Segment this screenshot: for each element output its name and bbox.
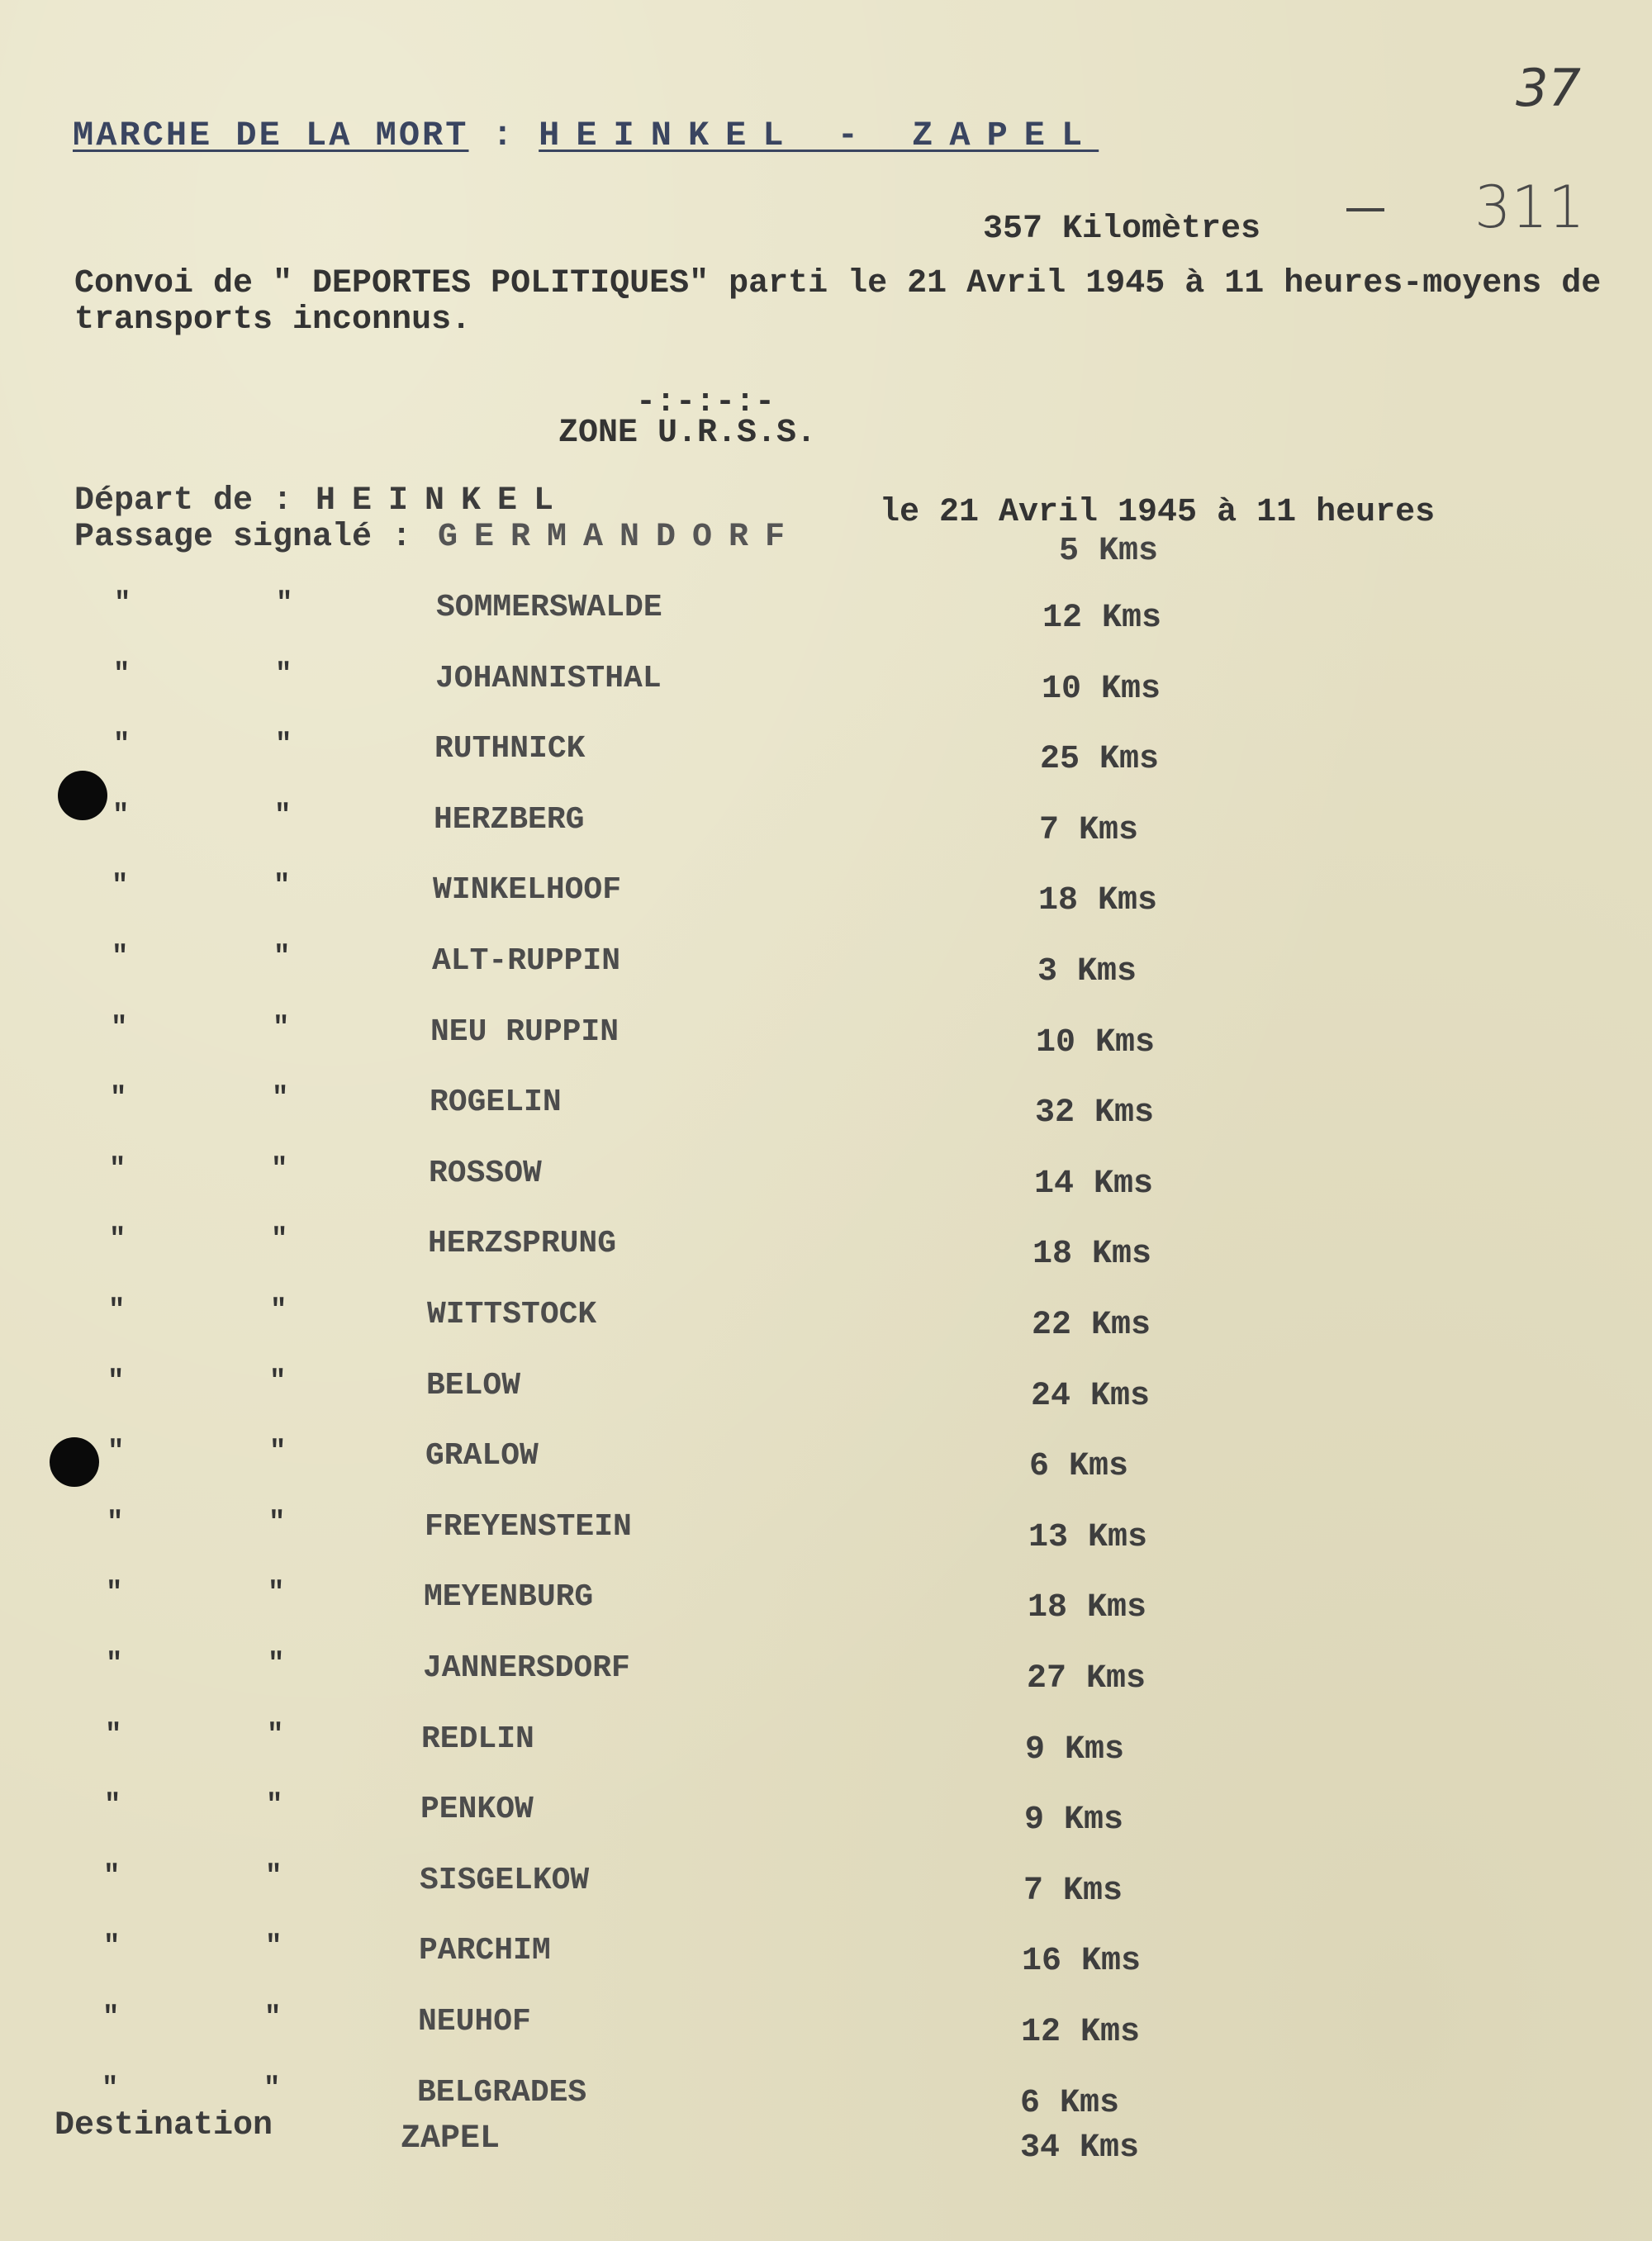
ditto-mark: " xyxy=(109,1154,126,1185)
separator: -:-:-:- xyxy=(636,384,776,421)
ditto-mark: " xyxy=(263,2073,281,2105)
ditto-mark: " xyxy=(271,1224,288,1256)
stamp-number: 311 xyxy=(1474,173,1585,241)
stage-place: WITTSTOCK xyxy=(427,1297,597,1332)
ditto-mark: " xyxy=(269,1436,287,1468)
ditto-mark: " xyxy=(272,1083,289,1114)
ditto-mark: " xyxy=(273,1013,290,1044)
stage-distance: 22 Kms xyxy=(1032,1307,1151,1344)
ditto-mark: " xyxy=(111,1013,128,1044)
ditto-mark: " xyxy=(106,1649,123,1680)
stage-distance: 12 Kms xyxy=(1021,2014,1141,2051)
stage-distance: 7 Kms xyxy=(1039,812,1139,849)
stage-distance: 18 Kms xyxy=(1028,1589,1147,1626)
title-prefix: MARCHE DE LA MORT xyxy=(73,116,469,155)
departure-label: Départ de : xyxy=(74,482,293,520)
zone-heading: ZONE U.R.S.S. xyxy=(558,415,817,452)
stage-distance: 7 Kms xyxy=(1023,1873,1123,1910)
ditto-mark: " xyxy=(268,1507,286,1539)
stage-place: JANNERSDORF xyxy=(423,1650,630,1686)
ditto-mark: " xyxy=(267,1720,284,1751)
stage-distance: 6 Kms xyxy=(1029,1448,1129,1485)
ditto-mark: " xyxy=(107,1366,125,1398)
departure-date: le 21 Avril 1945 à 11 heures xyxy=(880,494,1436,531)
stage-place: ROGELIN xyxy=(430,1085,562,1120)
ditto-mark: " xyxy=(104,1790,121,1821)
punch-hole-bottom xyxy=(50,1437,99,1487)
stage-place: SISGELKOW xyxy=(420,1863,590,1898)
stage-place: BELOW xyxy=(426,1368,521,1403)
stage-place: ALT-RUPPIN xyxy=(432,943,621,979)
ditto-mark: " xyxy=(112,871,129,902)
ditto-mark: " xyxy=(275,659,292,691)
ditto-mark: " xyxy=(108,1295,126,1327)
ditto-mark: " xyxy=(102,2073,119,2105)
stage-distance: 16 Kms xyxy=(1022,1943,1142,1980)
stage-place: SOMMERSWALDE xyxy=(436,590,662,625)
ditto-mark: " xyxy=(265,1861,282,1892)
stage-place: FREYENSTEIN xyxy=(425,1509,632,1545)
convoy-line-2: transports inconnus. xyxy=(74,301,472,339)
stage-distance: 25 Kms xyxy=(1040,741,1160,778)
ditto-mark: " xyxy=(113,659,131,691)
ditto-mark: " xyxy=(276,588,293,620)
ditto-mark: " xyxy=(102,2002,120,2034)
stage-distance: 9 Kms xyxy=(1025,1731,1125,1769)
stage-place: GRALOW xyxy=(425,1438,539,1474)
stage-distance: 18 Kms xyxy=(1038,882,1158,919)
folio-number: 37 xyxy=(1516,58,1581,118)
ditto-mark: " xyxy=(265,1931,282,1963)
ditto-mark: " xyxy=(268,1578,285,1609)
passage-place: GERMANDORF xyxy=(438,519,802,556)
stage-place: RUTHNICK xyxy=(434,731,586,767)
stage-place: REDLIN xyxy=(421,1721,534,1757)
ditto-mark: " xyxy=(266,1790,283,1821)
ditto-mark: " xyxy=(273,942,291,973)
ditto-mark: " xyxy=(113,729,131,761)
stage-distance: 9 Kms xyxy=(1024,1802,1124,1839)
ditto-mark: " xyxy=(273,871,291,902)
ditto-mark: " xyxy=(268,1649,285,1680)
stage-distance: 24 Kms xyxy=(1031,1378,1151,1415)
ditto-mark: " xyxy=(270,1295,287,1327)
total-distance: 357 Kilomètres xyxy=(983,211,1261,248)
stage-distance: 6 Kms xyxy=(1020,2085,1120,2122)
ditto-mark: " xyxy=(274,800,292,832)
stage-place: HERZBERG xyxy=(434,802,585,838)
stage-place: PARCHIM xyxy=(419,1933,551,1968)
ditto-mark: " xyxy=(264,2002,282,2034)
passage-distance: 5 Kms xyxy=(1059,533,1159,570)
convoy-description xyxy=(74,266,1601,339)
stage-place: ROSSOW xyxy=(429,1156,542,1191)
stage-distance: 32 Kms xyxy=(1035,1094,1155,1132)
stage-place: HERZSPRUNG xyxy=(428,1226,617,1261)
departure-place: HEINKEL xyxy=(316,482,571,520)
stage-distance: 18 Kms xyxy=(1032,1236,1152,1273)
title-colon: : xyxy=(491,116,515,155)
ditto-mark: " xyxy=(269,1366,287,1398)
stamp-dash xyxy=(1346,208,1384,211)
convoy-line-1: Convoi de " DEPORTES POLITIQUES" parti le 21 Avril 1945 à 11 heures-moyens de xyxy=(74,265,1602,302)
stage-place: NEU RUPPIN xyxy=(430,1014,620,1050)
stage-place: MEYENBURG xyxy=(424,1579,594,1615)
ditto-mark: " xyxy=(105,1720,122,1751)
ditto-mark: " xyxy=(114,588,131,620)
ditto-mark: " xyxy=(275,729,292,761)
stage-distance: 27 Kms xyxy=(1027,1660,1146,1697)
stage-place: BELGRADES xyxy=(417,2075,587,2110)
stage-distance: 10 Kms xyxy=(1036,1024,1156,1061)
stage-place: NEUHOF xyxy=(418,2004,531,2039)
stage-distance: 3 Kms xyxy=(1037,953,1137,990)
stage-distance: 13 Kms xyxy=(1028,1519,1148,1556)
destination-place: ZAPEL xyxy=(401,2120,501,2158)
ditto-mark: " xyxy=(103,1931,121,1963)
ditto-mark: " xyxy=(110,1083,127,1114)
ditto-mark: " xyxy=(109,1224,126,1256)
ditto-mark: " xyxy=(106,1578,123,1609)
document-title xyxy=(73,116,1099,155)
ditto-mark: " xyxy=(112,942,129,973)
stage-distance: 10 Kms xyxy=(1042,671,1161,708)
passage-label: Passage signalé : xyxy=(74,519,412,556)
destination-label: Destination xyxy=(55,2107,273,2144)
stage-place: JOHANNISTHAL xyxy=(435,661,662,696)
ditto-mark: " xyxy=(107,1436,125,1468)
stage-place: PENKOW xyxy=(420,1792,534,1827)
ditto-mark: " xyxy=(103,1861,121,1892)
destination-distance: 34 Kms xyxy=(1020,2129,1140,2167)
ditto-mark: " xyxy=(271,1154,288,1185)
title-route: HEINKEL - ZAPEL xyxy=(539,116,1099,155)
stage-distance: 12 Kms xyxy=(1042,600,1162,637)
ditto-mark: " xyxy=(112,800,130,832)
stage-distance: 14 Kms xyxy=(1034,1166,1154,1203)
ditto-mark: " xyxy=(107,1507,124,1539)
punch-hole-top xyxy=(58,771,107,820)
stage-place: WINKELHOOF xyxy=(433,872,622,908)
